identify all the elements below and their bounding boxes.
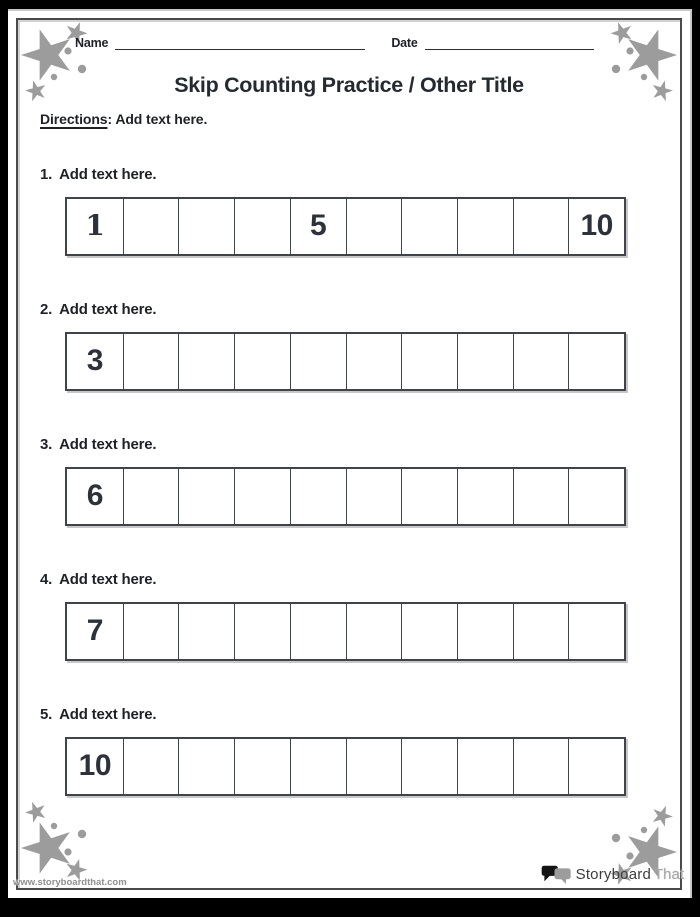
name-date-header bbox=[75, 35, 594, 50]
number-cell bbox=[346, 469, 402, 524]
number-line-row bbox=[65, 737, 626, 796]
section-number: 4. bbox=[40, 571, 53, 588]
section-label bbox=[40, 301, 626, 319]
section-label-text: Add text here. bbox=[59, 301, 157, 318]
number-cell bbox=[123, 604, 179, 659]
number-cell bbox=[178, 604, 234, 659]
section-label-text: Add text here. bbox=[59, 166, 157, 183]
number-line-row bbox=[65, 467, 626, 526]
number-cell bbox=[67, 469, 123, 524]
section-label bbox=[40, 706, 626, 724]
date-label: Date bbox=[391, 35, 418, 50]
number-cell bbox=[346, 334, 402, 389]
number-cell bbox=[513, 334, 569, 389]
number-cell bbox=[67, 199, 123, 254]
brand-name: Storyboard bbox=[575, 866, 651, 883]
section-number: 3. bbox=[40, 436, 53, 453]
number-cell bbox=[457, 469, 513, 524]
number-cell bbox=[67, 334, 123, 389]
cell-value: 7 bbox=[86, 613, 103, 647]
number-cell bbox=[457, 739, 513, 794]
number-cell bbox=[568, 469, 624, 524]
page-title: Skip Counting Practice / Other Title bbox=[174, 73, 524, 97]
number-cell bbox=[234, 334, 290, 389]
section-label-text: Add text here. bbox=[59, 571, 157, 588]
number-cell bbox=[67, 604, 123, 659]
cell-value: 10 bbox=[580, 208, 613, 242]
cell-value: 6 bbox=[86, 478, 103, 512]
cell-value: 1 bbox=[85, 209, 105, 242]
directions-separator: : bbox=[107, 111, 113, 127]
number-line-row bbox=[65, 332, 626, 391]
section-label-text: Add text here. bbox=[59, 706, 157, 723]
skip-counting-section bbox=[40, 166, 626, 256]
section-label bbox=[40, 166, 626, 184]
number-cell bbox=[568, 334, 624, 389]
number-line-row bbox=[65, 197, 626, 256]
date-field-line bbox=[425, 35, 594, 50]
brand-suffix: That bbox=[653, 866, 684, 883]
number-cell bbox=[178, 199, 234, 254]
speech-bubbles-icon bbox=[541, 864, 572, 885]
number-line-row bbox=[65, 602, 626, 661]
number-cell bbox=[290, 199, 346, 254]
number-cell bbox=[290, 604, 346, 659]
paper bbox=[8, 9, 692, 898]
number-cell bbox=[290, 739, 346, 794]
site-url: www.storyboardthat.com bbox=[13, 877, 127, 888]
number-cell bbox=[568, 739, 624, 794]
section-label bbox=[40, 436, 626, 454]
number-cell bbox=[401, 334, 457, 389]
number-cell bbox=[457, 334, 513, 389]
number-cell bbox=[290, 334, 346, 389]
number-cell bbox=[457, 199, 513, 254]
section-number: 1. bbox=[40, 166, 53, 183]
cell-value: 3 bbox=[86, 343, 103, 377]
number-cell bbox=[346, 739, 402, 794]
skip-counting-section bbox=[40, 571, 626, 661]
directions-text: Add text here. bbox=[115, 111, 208, 127]
number-cell bbox=[123, 199, 179, 254]
name-label: Name bbox=[75, 35, 109, 50]
number-cell bbox=[513, 469, 569, 524]
section-label bbox=[40, 571, 626, 589]
number-cell bbox=[401, 604, 457, 659]
number-cell bbox=[123, 469, 179, 524]
skip-counting-section bbox=[40, 436, 626, 526]
number-cell bbox=[178, 739, 234, 794]
section-label-text: Add text here. bbox=[59, 436, 157, 453]
skip-counting-section bbox=[40, 706, 626, 796]
cell-value: 5 bbox=[310, 208, 327, 242]
number-cell bbox=[346, 604, 402, 659]
number-cell bbox=[123, 739, 179, 794]
section-number: 2. bbox=[40, 301, 53, 318]
number-cell bbox=[123, 334, 179, 389]
number-cell bbox=[178, 334, 234, 389]
directions-line bbox=[40, 111, 207, 127]
number-cell bbox=[457, 604, 513, 659]
number-cell bbox=[513, 199, 569, 254]
number-cell bbox=[346, 199, 402, 254]
name-field-line bbox=[115, 35, 365, 50]
skip-counting-section bbox=[40, 301, 626, 391]
section-number: 5. bbox=[40, 706, 53, 723]
cell-value: 10 bbox=[78, 748, 112, 782]
sections bbox=[40, 166, 626, 841]
number-cell bbox=[568, 604, 624, 659]
number-cell bbox=[234, 469, 290, 524]
number-cell bbox=[401, 739, 457, 794]
number-cell bbox=[568, 199, 624, 254]
number-cell bbox=[513, 739, 569, 794]
number-cell bbox=[178, 469, 234, 524]
directions-label: Directions bbox=[40, 111, 108, 127]
brand-logo bbox=[541, 864, 684, 885]
number-cell bbox=[234, 199, 290, 254]
number-cell bbox=[401, 469, 457, 524]
number-cell bbox=[513, 604, 569, 659]
number-cell bbox=[290, 469, 346, 524]
number-cell bbox=[234, 739, 290, 794]
number-cell bbox=[401, 199, 457, 254]
number-cell bbox=[67, 739, 123, 794]
number-cell bbox=[234, 604, 290, 659]
